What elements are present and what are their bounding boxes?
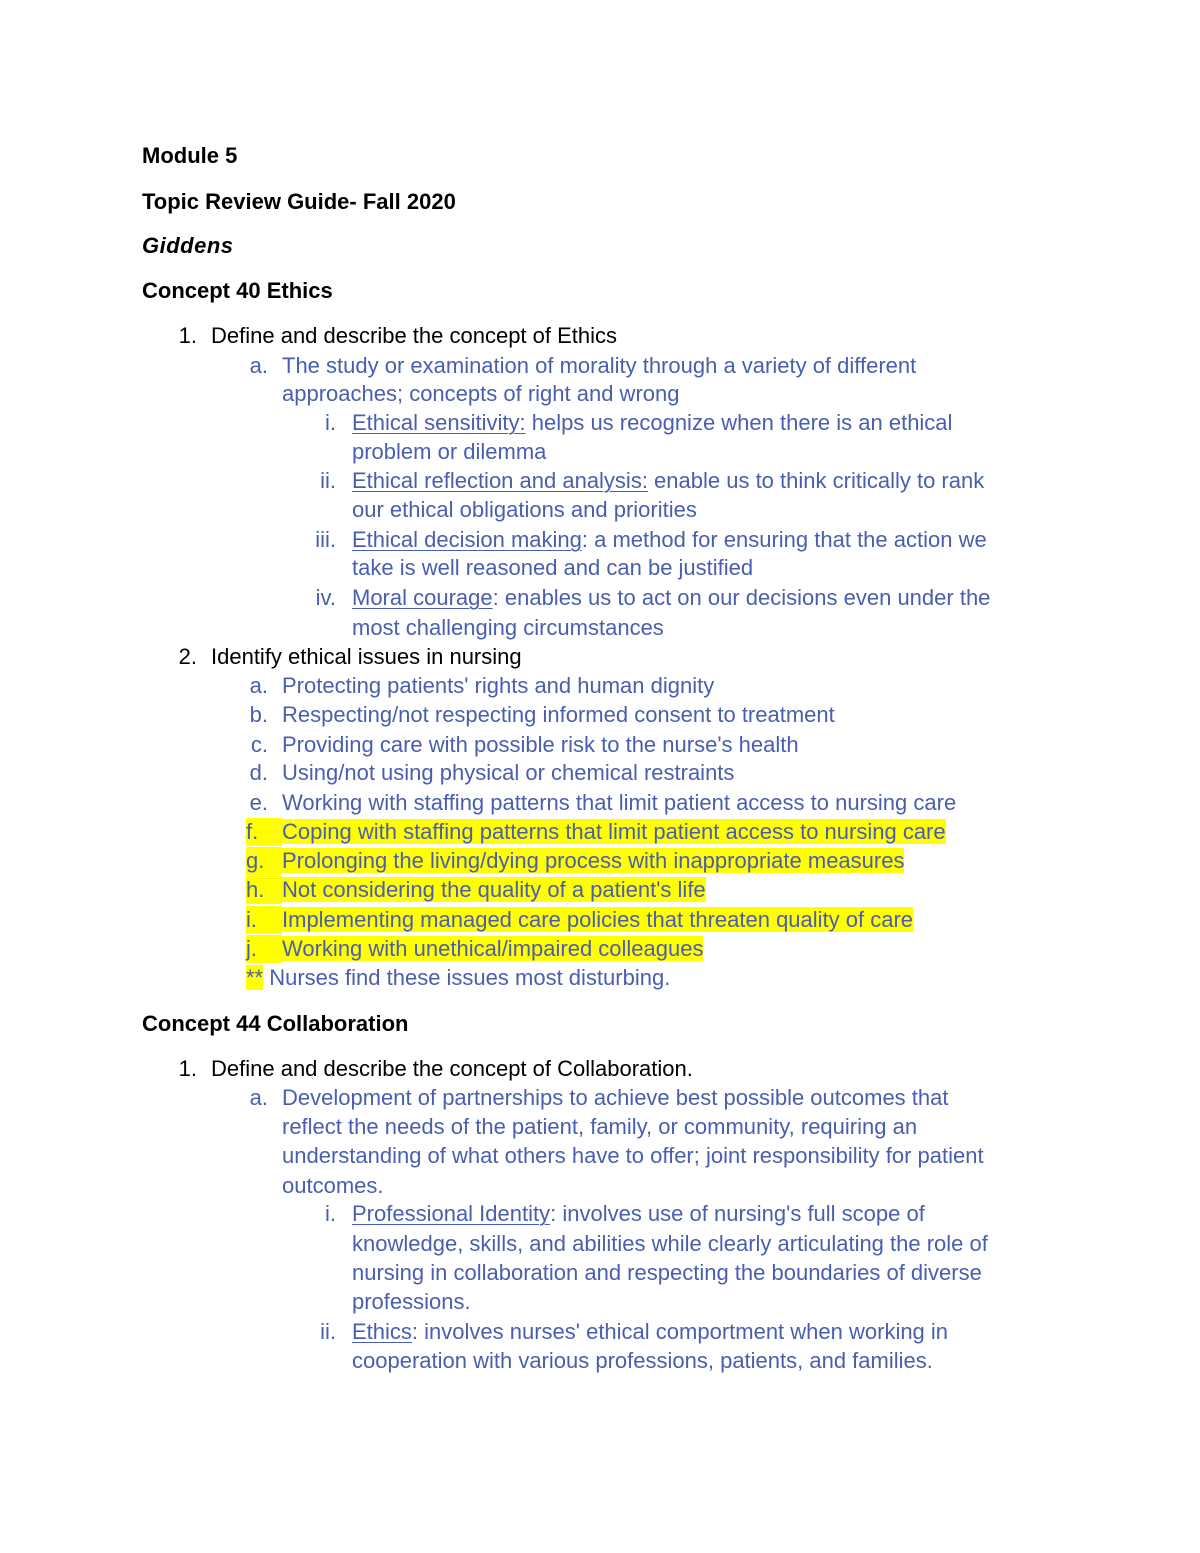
list-letter: e.: [249, 790, 268, 815]
list-roman: ii.: [320, 1319, 336, 1344]
term: Professional Identity: [352, 1201, 551, 1226]
sub-answer-line: our ethical obligations and priorities: [352, 497, 697, 522]
highlighted-text: Not considering the quality of a patient's life: [282, 877, 706, 902]
definition-text: enable us to think critically to rank: [647, 468, 985, 493]
sub-answer-line: [352, 526, 987, 554]
list-roman: iii.: [315, 527, 336, 552]
note-line: [246, 964, 670, 992]
issue-item: Working with staffing patterns that limit patient access to nursing care: [282, 790, 957, 815]
answer-line: understanding of what others have to offer; joint responsibility for patient: [282, 1143, 984, 1168]
answer-line: reflect the needs of the patient, family, or community, requiring an: [282, 1114, 918, 1139]
sub-answer-line: most challenging circumstances: [352, 615, 664, 640]
highlighted-text: Prolonging the living/dying process with inappropriate measures: [282, 848, 905, 873]
term: Ethical sensitivity:: [352, 410, 526, 435]
highlighted-issue-item: [246, 818, 946, 846]
list-roman: iv.: [315, 585, 336, 610]
highlighted-text: Implementing managed care policies that threaten quality of care: [282, 907, 914, 932]
ethics-question-2: Identify ethical issues in nursing: [211, 644, 522, 669]
collaboration-question-1: Define and describe the concept of Collaboration.: [211, 1056, 693, 1081]
definition-text: helps us recognize when there is an ethical: [525, 410, 953, 435]
highlighted-issue-item: [246, 906, 913, 934]
term: Ethics: [352, 1319, 412, 1344]
list-letter: a.: [249, 673, 268, 698]
guide-title: Topic Review Guide- Fall 2020: [142, 189, 456, 214]
module-title: Module 5: [142, 143, 238, 168]
sub-answer-line: [352, 584, 990, 612]
highlighted-text: Working with unethical/impaired colleagues: [282, 936, 704, 961]
sub-answer-line: [352, 1200, 925, 1228]
term: Ethical decision making: [352, 527, 582, 552]
sub-answer-line: [352, 467, 984, 495]
sub-answer-line: cooperation with various professions, patients, and families.: [352, 1348, 933, 1373]
highlighted-marker: j.: [246, 935, 282, 963]
highlighted-marker: g.: [246, 847, 282, 875]
answer-line: The study or examination of morality through a variety of different: [282, 353, 917, 378]
list-letter: c.: [250, 732, 268, 757]
highlighted-issue-item: [246, 876, 706, 904]
list-roman: i.: [325, 1201, 336, 1226]
list-number: 2.: [178, 644, 197, 669]
sub-answer-line: take is well reasoned and can be justified: [352, 555, 754, 580]
note-stars: **: [246, 965, 264, 990]
sub-answer-line: [352, 409, 952, 437]
definition-text: : a method for ensuring that the action we: [581, 527, 987, 552]
answer-line: Development of partnerships to achieve best possible outcomes that: [282, 1085, 949, 1110]
list-letter: a.: [249, 353, 268, 378]
issue-item: Respecting/not respecting informed consent to treatment: [282, 702, 835, 727]
sub-answer-line: knowledge, skills, and abilities while clearly articulating the role of: [352, 1231, 988, 1256]
sub-answer-line: nursing in collaboration and respecting the boundaries of diverse: [352, 1260, 982, 1285]
highlighted-marker: i.: [246, 906, 282, 934]
term: Ethical reflection and analysis:: [352, 468, 648, 493]
note-text: Nurses find these issues most disturbing.: [263, 965, 671, 990]
list-letter: b.: [249, 702, 268, 727]
list-roman: i.: [325, 410, 336, 435]
highlighted-text: Coping with staffing patterns that limit patient access to nursing care: [282, 819, 946, 844]
sub-answer-line: [352, 1318, 948, 1346]
list-letter: a.: [249, 1085, 268, 1110]
ethics-section-title: Concept 40 Ethics: [142, 278, 333, 303]
list-number: 1.: [178, 1056, 197, 1081]
issue-item: Providing care with possible risk to the nurse's health: [282, 732, 799, 757]
collaboration-section-title: Concept 44 Collaboration: [142, 1011, 409, 1036]
source-title: Giddens: [142, 233, 234, 258]
highlighted-marker: f.: [246, 818, 282, 846]
highlighted-marker: h.: [246, 876, 282, 904]
definition-text: : involves use of nursing's full scope of: [550, 1201, 925, 1226]
definition-text: : enables us to act on our decisions even under the: [492, 585, 991, 610]
issue-item: Using/not using physical or chemical restraints: [282, 760, 735, 785]
highlighted-issue-item: [246, 847, 904, 875]
ethics-question-1: Define and describe the concept of Ethics: [211, 323, 618, 348]
definition-text: : involves nurses' ethical comportment when working in: [411, 1319, 949, 1344]
term: Moral courage: [352, 585, 493, 610]
answer-line: outcomes.: [282, 1173, 384, 1198]
list-number: 1.: [178, 323, 197, 348]
list-roman: ii.: [320, 468, 336, 493]
issue-item: Protecting patients' rights and human dignity: [282, 673, 715, 698]
list-letter: d.: [249, 760, 268, 785]
answer-line: approaches; concepts of right and wrong: [282, 381, 680, 406]
highlighted-issue-item: [246, 935, 703, 963]
sub-answer-line: professions.: [352, 1289, 471, 1314]
sub-answer-line: problem or dilemma: [352, 439, 547, 464]
